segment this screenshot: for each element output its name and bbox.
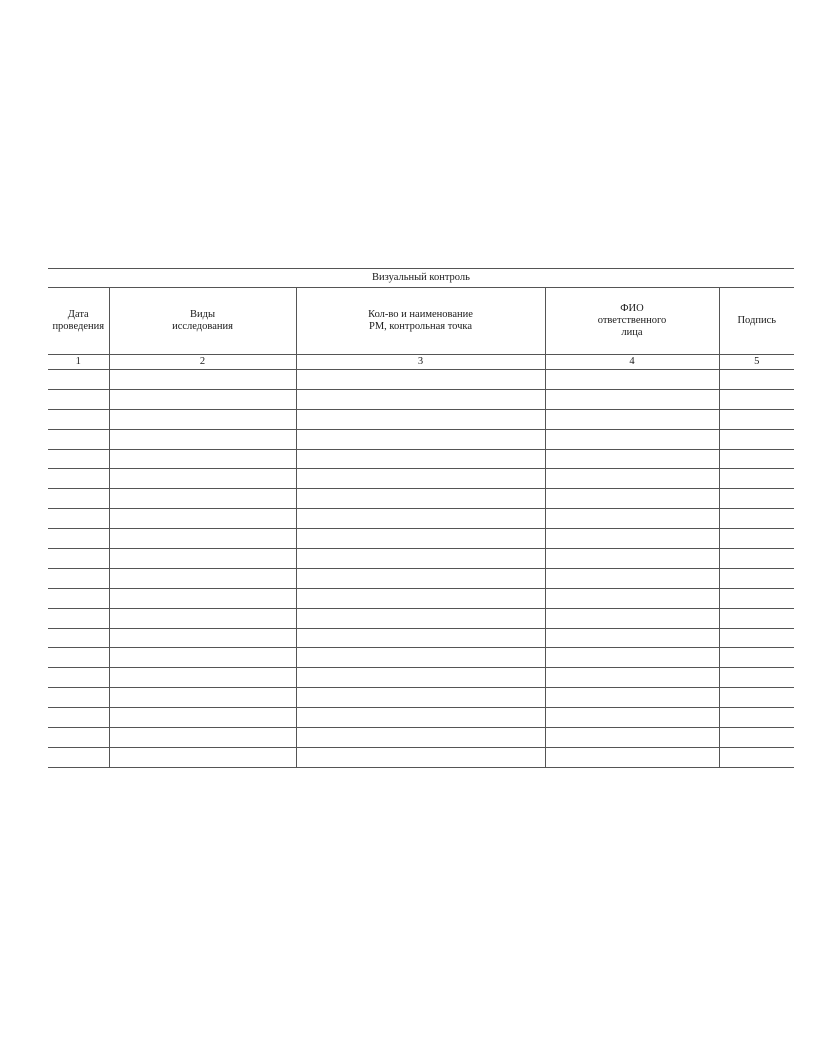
table-row [48,728,794,748]
cell-study-types[interactable] [109,449,296,469]
cell-workplace[interactable] [296,728,545,748]
cell-signature[interactable] [719,469,794,489]
cell-responsible[interactable] [545,489,719,509]
cell-workplace[interactable] [296,509,545,529]
cell-signature[interactable] [719,708,794,728]
cell-responsible[interactable] [545,449,719,469]
cell-responsible[interactable] [545,568,719,588]
column-number-4: 4 [545,355,719,370]
header-date [48,288,109,355]
table-row [48,688,794,708]
cell-signature[interactable] [719,628,794,648]
cell-signature[interactable] [719,449,794,469]
cell-signature[interactable] [719,529,794,549]
column-header-row [48,288,794,355]
cell-responsible[interactable] [545,588,719,608]
cell-date[interactable] [48,489,109,509]
header-workplace-count [296,288,545,355]
header-date-line2: проведения [52,321,105,332]
header-study-types [109,288,296,355]
cell-workplace[interactable] [296,747,545,767]
cell-responsible[interactable] [545,688,719,708]
cell-date[interactable] [48,509,109,529]
cell-date[interactable] [48,648,109,668]
cell-study-types[interactable] [109,588,296,608]
cell-responsible[interactable] [545,747,719,767]
cell-workplace[interactable] [296,549,545,569]
visual-control-table [48,268,794,768]
cell-study-types[interactable] [109,728,296,748]
cell-workplace[interactable] [296,668,545,688]
column-number-1: 1 [48,355,109,370]
cell-study-types[interactable] [109,747,296,767]
cell-study-types[interactable] [109,648,296,668]
cell-signature[interactable] [719,648,794,668]
cell-signature[interactable] [719,728,794,748]
cell-date[interactable] [48,409,109,429]
cell-date[interactable] [48,389,109,409]
table-title: Визуальный контроль [48,269,794,288]
cell-responsible[interactable] [545,389,719,409]
cell-signature[interactable] [719,549,794,569]
table-row [48,370,794,390]
cell-workplace[interactable] [296,429,545,449]
cell-signature[interactable] [719,668,794,688]
cell-study-types[interactable] [109,489,296,509]
table-row [48,409,794,429]
cell-study-types[interactable] [109,608,296,628]
cell-study-types[interactable] [109,389,296,409]
cell-date[interactable] [48,588,109,608]
table-row [48,469,794,489]
cell-study-types[interactable] [109,509,296,529]
column-number-row [48,355,794,370]
cell-workplace[interactable] [296,370,545,390]
table-row [48,489,794,509]
column-number-5: 5 [719,355,794,370]
cell-signature[interactable] [719,568,794,588]
cell-signature[interactable] [719,429,794,449]
cell-study-types[interactable] [109,668,296,688]
cell-workplace[interactable] [296,409,545,429]
cell-responsible[interactable] [545,728,719,748]
cell-study-types[interactable] [109,429,296,449]
table-row [48,509,794,529]
cell-date[interactable] [48,529,109,549]
cell-study-types[interactable] [109,568,296,588]
cell-responsible[interactable] [545,529,719,549]
cell-responsible[interactable] [545,370,719,390]
header-date-line1: Дата [67,309,89,320]
table-row [48,747,794,767]
column-number-3: 3 [296,355,545,370]
cell-responsible[interactable] [545,608,719,628]
cell-workplace[interactable] [296,648,545,668]
cell-responsible[interactable] [545,409,719,429]
cell-signature[interactable] [719,747,794,767]
cell-study-types[interactable] [109,529,296,549]
cell-date[interactable] [48,747,109,767]
cell-workplace[interactable] [296,568,545,588]
cell-date[interactable] [48,469,109,489]
header-responsible-line3: лица [621,327,643,338]
table-row [48,648,794,668]
cell-study-types[interactable] [109,688,296,708]
cell-date[interactable] [48,688,109,708]
cell-responsible[interactable] [545,549,719,569]
header-responsible-person [545,288,719,355]
header-responsible-line2: ответственного [597,315,667,326]
cell-signature[interactable] [719,608,794,628]
cell-study-types[interactable] [109,549,296,569]
cell-date[interactable] [48,568,109,588]
cell-workplace[interactable] [296,628,545,648]
cell-date[interactable] [48,608,109,628]
cell-responsible[interactable] [545,469,719,489]
cell-date[interactable] [48,708,109,728]
cell-responsible[interactable] [545,509,719,529]
cell-study-types[interactable] [109,708,296,728]
cell-date[interactable] [48,668,109,688]
cell-date[interactable] [48,449,109,469]
header-responsible-line1: ФИО [620,303,644,314]
cell-study-types[interactable] [109,370,296,390]
table-row [48,449,794,469]
cell-signature[interactable] [719,509,794,529]
table-title-row [48,269,794,288]
table-row [48,529,794,549]
table-row [48,429,794,449]
cell-responsible[interactable] [545,668,719,688]
cell-responsible[interactable] [545,648,719,668]
cell-workplace[interactable] [296,469,545,489]
table-row [48,389,794,409]
cell-workplace[interactable] [296,708,545,728]
cell-workplace[interactable] [296,529,545,549]
cell-study-types[interactable] [109,628,296,648]
journal-form [48,268,794,768]
cell-date[interactable] [48,628,109,648]
cell-signature[interactable] [719,688,794,708]
cell-responsible[interactable] [545,708,719,728]
header-workplace-count-line1: Кол-во и наименование [368,309,473,320]
cell-study-types[interactable] [109,409,296,429]
table-body [48,370,794,768]
table-row [48,568,794,588]
cell-date[interactable] [48,429,109,449]
table-row [48,608,794,628]
cell-workplace[interactable] [296,608,545,628]
header-signature-line1: Подпись [737,315,777,326]
cell-workplace[interactable] [296,489,545,509]
cell-signature[interactable] [719,588,794,608]
table-row [48,668,794,688]
header-study-types-line1: Виды [189,309,216,320]
cell-signature[interactable] [719,409,794,429]
cell-responsible[interactable] [545,429,719,449]
column-number-2: 2 [109,355,296,370]
cell-date[interactable] [48,370,109,390]
table-row [48,708,794,728]
header-signature [719,288,794,355]
cell-workplace[interactable] [296,688,545,708]
cell-workplace[interactable] [296,389,545,409]
cell-signature[interactable] [719,489,794,509]
table-row [48,588,794,608]
cell-workplace[interactable] [296,588,545,608]
table-row [48,549,794,569]
cell-signature[interactable] [719,370,794,390]
cell-responsible[interactable] [545,628,719,648]
table-row [48,628,794,648]
cell-study-types[interactable] [109,469,296,489]
cell-date[interactable] [48,549,109,569]
cell-signature[interactable] [719,389,794,409]
cell-workplace[interactable] [296,449,545,469]
header-study-types-line2: исследования [172,321,233,332]
cell-date[interactable] [48,728,109,748]
header-workplace-count-line2: РМ, контрольная точка [368,321,473,332]
